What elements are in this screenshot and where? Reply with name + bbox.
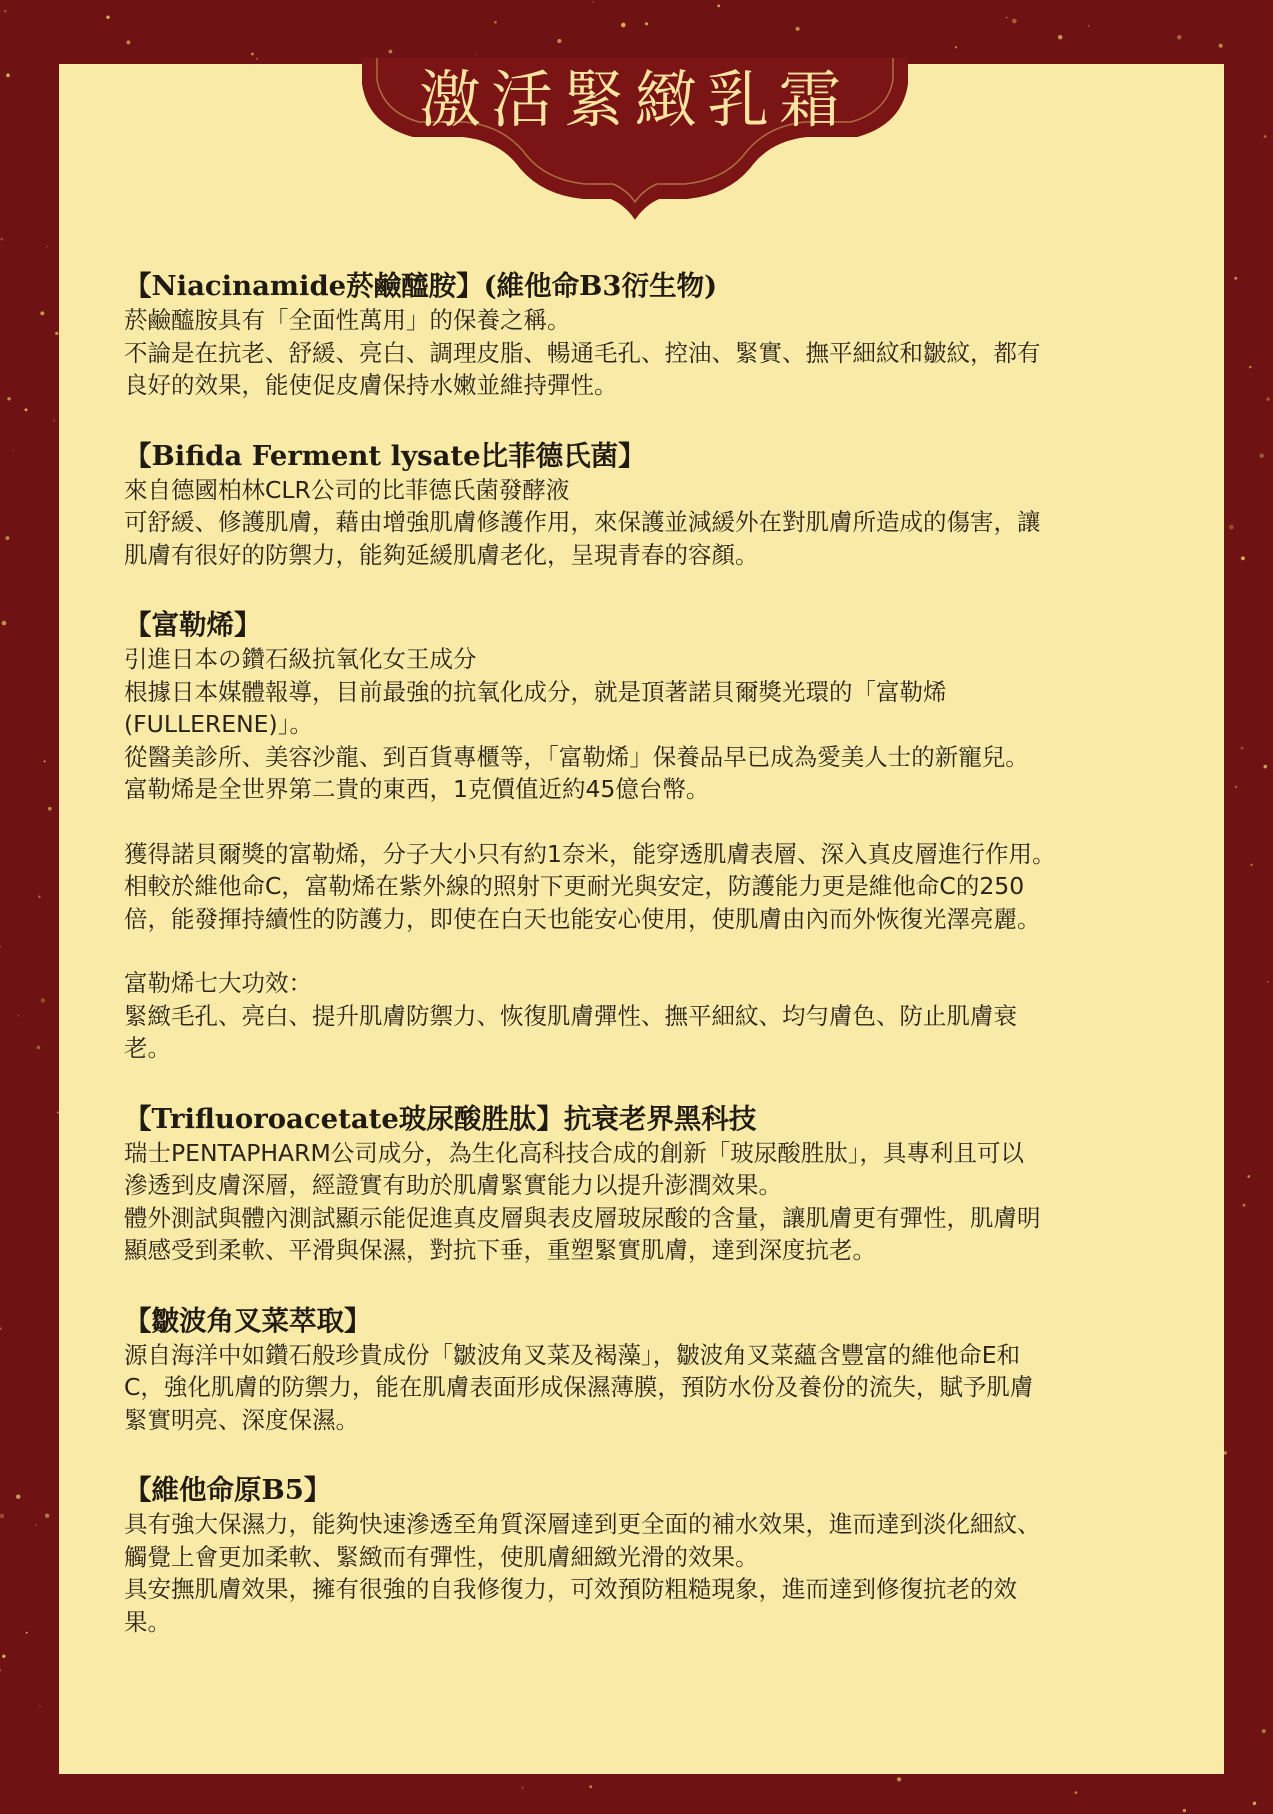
section-heading: 【皺波角叉菜萃取】 <box>124 1304 372 1337</box>
text-line: 觸覺上會更加柔軟、緊緻而有彈性，使肌膚細緻光滑的效果。 <box>124 1542 759 1571</box>
section-heading: 【Niacinamide菸鹼醯胺】(維他命B3衍生物) <box>124 270 718 302</box>
ingredient-list <box>124 268 1154 1674</box>
text-line: 良好的效果，能使促皮膚保持水嫩並維持彈性。 <box>124 371 618 399</box>
section-niacinamide <box>124 268 1154 402</box>
section-bifida <box>124 438 1154 572</box>
text-line: 體外測試與體內測試顯示能促進真皮層與表皮層玻尿酸的含量，讓肌膚更有彈性，肌膚明 <box>124 1203 1041 1232</box>
text-line: 菸鹼醯胺具有「全面性萬用」的保養之稱。 <box>124 306 571 334</box>
text-line: 富勒烯七大功效： <box>124 969 312 997</box>
text-line: (FULLERENE)」。 <box>124 710 313 738</box>
section-heading: 【Bifida Ferment lysate比菲德氏菌】 <box>124 439 646 472</box>
paragraph-gap <box>124 806 1154 838</box>
text-line: 富勒烯是全世界第二貴的東西，1克價值近約45億台幣。 <box>124 775 710 803</box>
text-line: 顯感受到柔軟、平滑與保濕，對抗下垂，重塑緊實肌膚，達到深度抗老。 <box>124 1236 876 1264</box>
text-line: 緊實明亮、深度保濕。 <box>124 1405 359 1434</box>
section-trifluoroacetate <box>124 1101 1154 1267</box>
text-line: 來自德國柏林CLR公司的比菲德氏菌發酵液 <box>124 475 570 504</box>
text-line: 源自海洋中如鑽石般珍貴成份「皺波角叉菜及褐藻」，皺波角叉菜蘊含豐富的維他命E和 <box>124 1340 1021 1369</box>
section-carrageenan <box>124 1303 1154 1437</box>
text-line: C，強化肌膚的防禦力，能在肌膚表面形成保濕薄膜，預防水份及養份的流失，賦予肌膚 <box>124 1373 1034 1401</box>
text-line: 根據日本媒體報導，目前最強的抗氧化成分，就是頂著諾貝爾獎光環的「富勒烯 <box>124 677 947 706</box>
text-line: 滲透到皮膚深層，經證實有助於肌膚緊實能力以提升澎潤效果。 <box>124 1171 782 1199</box>
text-line: 老。 <box>124 1034 171 1062</box>
section-fullerene <box>124 607 1154 1065</box>
text-line: 果。 <box>124 1607 171 1636</box>
section-heading: 【維他命原B5】 <box>124 1474 332 1506</box>
text-line: 不論是在抗老、舒緩、亮白、調理皮脂、暢通毛孔、控油、緊實、撫平細紋和皺紋，都有 <box>124 338 1041 367</box>
text-line: 從醫美診所、美容沙龍、到百貨專櫃等，「富勒烯」保養品早已成為愛美人士的新寵兒。 <box>124 742 1029 771</box>
text-line: 具安撫肌膚效果，擁有很強的自我修復力，可效預防粗糙現象，進而達到修復抗老的效 <box>124 1575 1017 1603</box>
section-heading: 【Trifluoroacetate玻尿酸胜肽】抗衰老界黑科技 <box>124 1102 757 1135</box>
paragraph-gap <box>124 935 1154 967</box>
product-title: 激活緊緻乳霜 <box>418 63 851 136</box>
text-line: 獲得諾貝爾獎的富勒烯，分子大小只有約1奈米，能穿透肌膚表層、深入真皮層進行作用。 <box>124 839 1056 868</box>
text-line: 相較於維他命C，富勒烯在紫外線的照射下更耐光與安定，防護能力更是維他命C的250 <box>124 872 1025 900</box>
text-line: 瑞士PENTAPHARM公司成分，為生化高科技合成的創新「玻尿酸胜肽」，具專利且可以 <box>124 1138 1024 1167</box>
section-provitamin-b5 <box>124 1472 1154 1638</box>
text-line: 引進日本の鑽石級抗氧化女王成分 <box>124 645 477 673</box>
text-line: 可舒緩、修護肌膚，藉由增強肌膚修護作用，來保護並減緩外在對肌膚所造成的傷害，讓 <box>124 508 1041 536</box>
section-heading: 【富勒烯】 <box>124 609 262 641</box>
text-line: 緊緻毛孔、亮白、提升肌膚防禦力、恢復肌膚彈性、撫平細紋、均勻膚色、防止肌膚衰 <box>124 1001 1017 1030</box>
text-line: 肌膚有很好的防禦力，能夠延緩肌膚老化，呈現青春的容顏。 <box>124 540 759 569</box>
text-line: 倍，能發揮持續性的防護力，即使在白天也能安心使用，使肌膚由內而外恢復光澤亮麗。 <box>124 904 1041 933</box>
text-line: 具有強大保濕力，能夠快速滲透至角質深層達到更全面的補水效果，進而達到淡化細紋、 <box>124 1510 1041 1538</box>
